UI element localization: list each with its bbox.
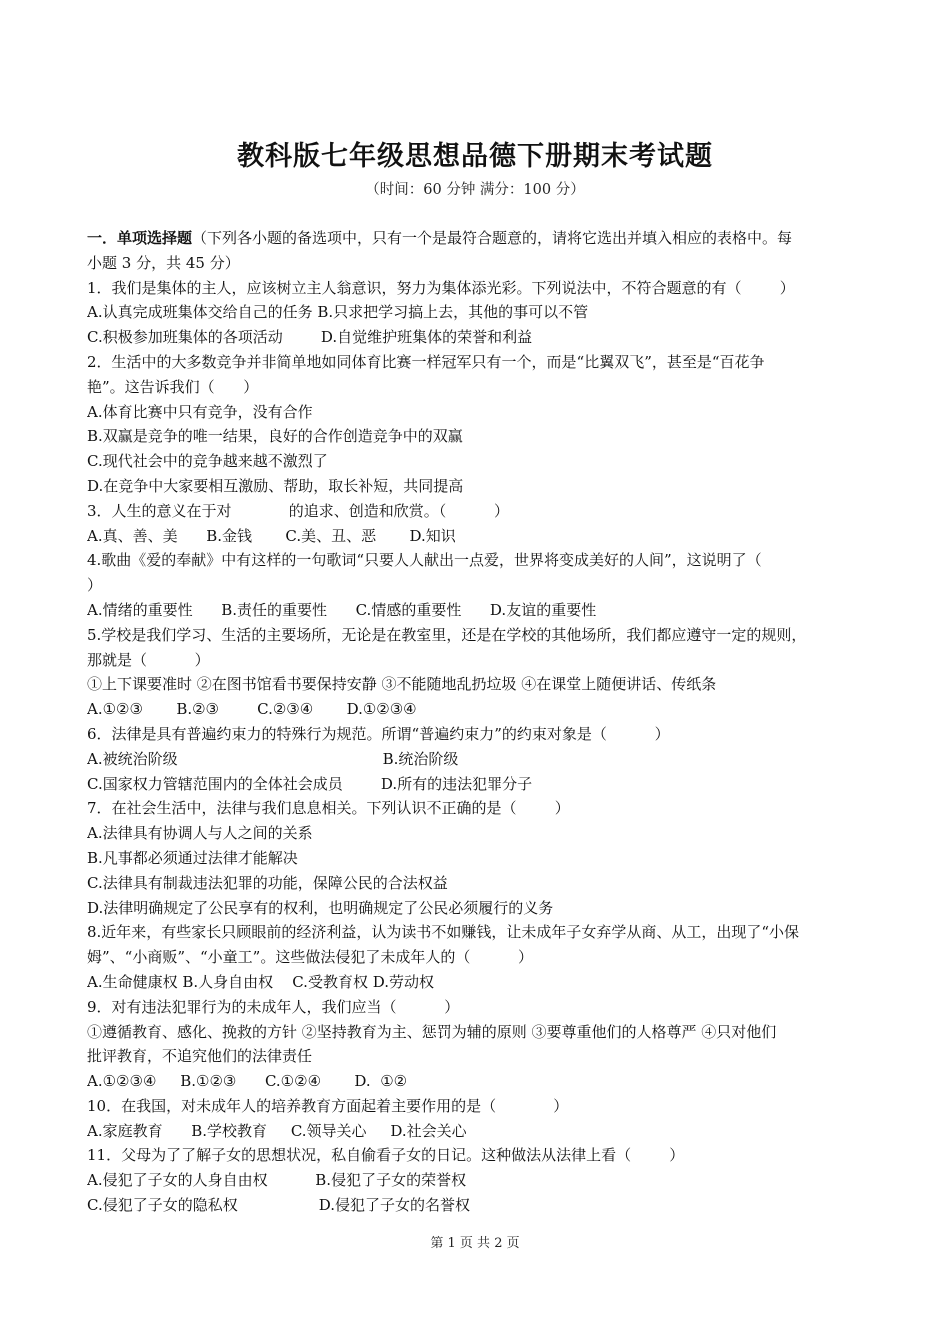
question-line: 艳”。这告诉我们（ ） (87, 377, 259, 396)
page-footer: 第 1 页 共 2 页 (430, 1236, 520, 1251)
question-line: 10．在我国，对未成年人的培养教育方面起着主要作用的是（ ） (87, 1096, 569, 1115)
section-heading-line (87, 226, 872, 251)
question-line: C.国家权力管辖范围内的全体社会成员 D.所有的违法犯罪分子 (87, 774, 533, 793)
question-line: A.侵犯了子女的人身自由权 B.侵犯了子女的荣誉权 (87, 1171, 467, 1190)
question-line: C.法律具有制裁违法犯罪的功能，保障公民的合法权益 (87, 873, 448, 892)
question-line: C.侵犯了子女的隐私权 D.侵犯了子女的名誉权 (87, 1196, 471, 1215)
question-line: A.认真完成班集体交给自己的任务 B.只求把学习搞上去，其他的事可以不管 (87, 303, 589, 322)
section-heading: 一．单项选择题 (87, 229, 193, 247)
question-line: D.在竞争中大家要相互激励、帮助，取长补短，共同提高 (87, 476, 464, 495)
question-line: 4.歌曲《爱的奉献》中有这样的一句歌词“只要人人献出一点爱，世界将变成美好的人间”，这说明了（ (87, 551, 762, 570)
question-line: 3．人生的意义在于对 的追求、创造和欣赏。（ ） (87, 501, 509, 520)
question-line: A.①②③④ B.①②③ C.①②④ D. ①② (87, 1072, 408, 1091)
question-line: 9．对有违法犯罪行为的未成年人，我们应当（ ） (87, 997, 460, 1016)
question-line: A.体育比赛中只有竞争，没有合作 (87, 402, 313, 421)
question-line: 8.近年来，有些家长只顾眼前的经济利益，认为读书不如赚钱，让未成年子女弃学从商、从工，出现了“小保 (87, 923, 799, 942)
question-line: ） (87, 576, 103, 595)
question-line: ①遵循教育、感化、挽救的方针 ②坚持教育为主、惩罚为辅的原则 ③要尊重他们的人格尊严 ④只对他们 (87, 1022, 777, 1041)
question-line: A.法律具有协调人与人之间的关系 (87, 824, 313, 843)
question-line: B.双赢是竞争的唯一结果，良好的合作创造竞争中的双赢 (87, 427, 463, 446)
question-line: 11．父母为了了解子女的思想状况，私自偷看子女的日记。这种做法从法律上看（ ） (87, 1146, 685, 1165)
exam-body (87, 226, 872, 1218)
question-line: A.被统治阶级 B.统治阶级 (87, 749, 459, 768)
question-line: 姆”、“小商贩”、“小童工”。这些做法侵犯了未成年人的（ ） (87, 948, 534, 967)
section-instructions-cont: 小题 3 分，共 45 分） (87, 253, 240, 272)
question-line: A.家庭教育 B.学校教育 C.领导关心 D.社会关心 (87, 1121, 467, 1140)
question-line: B.凡事都必须通过法律才能解决 (87, 848, 298, 867)
question-line: 5.学校是我们学习、生活的主要场所，无论是在教室里，还是在学校的其他场所，我们都应遵守一定的规则， (87, 625, 807, 644)
question-line: 6．法律是具有普遍约束力的特殊行为规范。所谓“普遍约束力”的约束对象是（ ） (87, 724, 670, 743)
question-line: C.现代社会中的竞争越来越不激烈了 (87, 452, 328, 471)
question-line: 批评教育，不追究他们的法律责任 (87, 1047, 313, 1066)
question-list (87, 276, 872, 1218)
question-line: A.①②③ B.②③ C.②③④ D.①②③④ (87, 700, 417, 719)
question-line: 2．生活中的大多数竞争并非简单地如同体育比赛一样冠军只有一个，而是“比翼双飞”，甚至是“百花争 (87, 352, 765, 371)
exam-time-score: （时间：60 分钟 满分：100 分） (365, 182, 585, 198)
section-instructions: （下列各小题的备选项中，只有一个是最符合题意的，请将它选出并填入相应的表格中。每 (192, 229, 793, 247)
question-line: A.情绪的重要性 B.责任的重要性 C.情感的重要性 D.友谊的重要性 (87, 600, 597, 619)
question-line: C.积极参加班集体的各项活动 D.自觉维护班集体的荣誉和利益 (87, 328, 533, 347)
question-line: A.真、善、美 B.金钱 C.美、丑、恶 D.知识 (87, 526, 456, 545)
page-title: 教科版七年级思想品德下册期末考试题 (237, 141, 713, 172)
question-line: ①上下课要准时 ②在图书馆看书要保持安静 ③不能随地乱扔垃圾 ④在课堂上随便讲话、传纸条 (87, 675, 717, 694)
question-line: A.生命健康权 B.人身自由权 C.受教育权 D.劳动权 (87, 972, 434, 991)
question-line: 7．在社会生活中，法律与我们息息相关。下列认识不正确的是（ ） (87, 799, 570, 818)
question-line: D.法律明确规定了公民享有的权利，也明确规定了公民必须履行的义务 (87, 898, 554, 917)
question-line: 那就是（ ） (87, 650, 210, 669)
question-line: 1．我们是集体的主人，应该树立主人翁意识，努力为集体添光彩。下列说法中，不符合题意的有（ ） (87, 278, 795, 297)
